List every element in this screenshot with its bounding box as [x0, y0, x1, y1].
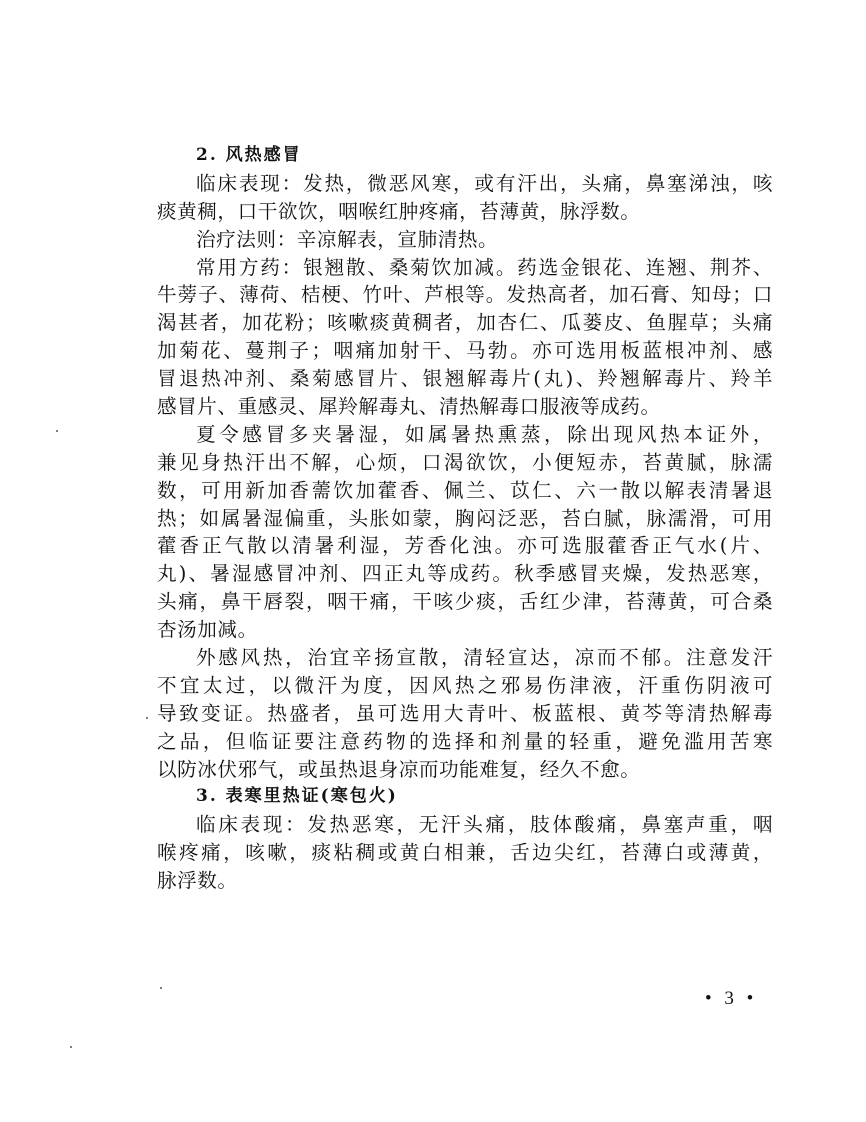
paragraph-line: 兼见身热汗出不解，心烦，口渴欲饮，小便短赤，苔黄腻，脉濡	[157, 450, 773, 474]
paragraph-line: 之品，但临证要注意药物的选择和剂量的轻重，避免滥用苦寒	[157, 729, 773, 753]
paragraph-line: 杏汤加减。	[157, 618, 258, 642]
paragraph-line: 藿香正气散以清暑利湿，芳香化浊。亦可选服藿香正气水(片、	[157, 534, 773, 558]
paragraph-line: 牛蒡子、薄荷、桔梗、竹叶、芦根等。发热高者，加石膏、知母；口	[157, 283, 773, 307]
scan-speck	[56, 430, 58, 432]
scan-speck	[160, 987, 162, 989]
paragraph-line: 临床表现：发热，微恶风寒，或有汗出，头痛，鼻塞涕浊，咳	[196, 171, 773, 195]
page-body	[157, 142, 773, 895]
paragraph-line: 加菊花、蔓荆子；咽痛加射干、马勃。亦可选用板蓝根冲剂、感	[157, 339, 773, 363]
paragraph-line: 头痛，鼻干唇裂，咽干痛，干咳少痰，舌红少津，苔薄黄，可合桑	[157, 590, 773, 614]
paragraph-line: 热；如属暑湿偏重，头胀如蒙，胸闷泛恶，苔白腻，脉濡滑，可用	[157, 506, 773, 530]
section-heading-wind-heat-cold: 2. 风热感冒	[196, 145, 302, 165]
paragraph-line: 治疗法则：辛凉解表，宣肺清热。	[196, 227, 499, 251]
paragraph-line: 喉疼痛，咳嗽，痰粘稠或黄白相兼，舌边尖红，苔薄白或薄黄，	[157, 841, 773, 865]
paragraph-line: 不宜太过，以微汗为度，因风热之邪易伤津液，汗重伤阴液可	[157, 673, 773, 697]
paragraph-line: 感冒片、重感灵、犀羚解毒丸、清热解毒口服液等成药。	[157, 395, 661, 419]
paragraph-line: 丸)、暑湿感冒冲剂、四正丸等成药。秋季感冒夹燥，发热恶寒，	[157, 562, 773, 586]
page-number: • 3 •	[705, 988, 758, 1009]
paragraph-line: 常用方药：银翘散、桑菊饮加减。药选金银花、连翘、荆芥、	[196, 255, 773, 279]
paragraph-line: 脉浮数。	[157, 869, 238, 893]
paragraph-line: 痰黄稠，口干欲饮，咽喉红肿疼痛，苔薄黄，脉浮数。	[157, 199, 641, 223]
scan-speck	[70, 1046, 72, 1048]
paragraph-line: 数，可用新加香薷饮加藿香、佩兰、苡仁、六一散以解表清暑退	[157, 478, 773, 502]
paragraph-line: 以防冰伏邪气，或虽热退身凉而功能难复，经久不愈。	[157, 757, 641, 781]
paragraph-line: 外感风热，治宜辛扬宣散，清轻宣达，凉而不郁。注意发汗	[196, 646, 773, 670]
paragraph-line: 冒退热冲剂、桑菊感冒片、银翘解毒片(丸)、羚翘解毒片、羚羊	[157, 367, 773, 391]
scan-speck	[146, 717, 148, 719]
paragraph-line: 导致变证。热盛者，虽可选用大青叶、板蓝根、黄芩等清热解毒	[157, 701, 773, 725]
paragraph-line: 夏令感冒多夹暑湿，如属暑热熏蒸，除出现风热本证外，	[196, 422, 773, 446]
paragraph-line: 渴甚者，加花粉；咳嗽痰黄稠者，加杏仁、瓜蒌皮、鱼腥草；头痛	[157, 311, 773, 335]
section-heading-exterior-cold-interior-heat: 3. 表寒里热证(寒包火)	[196, 786, 398, 807]
paragraph-line: 临床表现：发热恶寒，无汗头痛，肢体酸痛，鼻塞声重，咽	[196, 813, 773, 837]
